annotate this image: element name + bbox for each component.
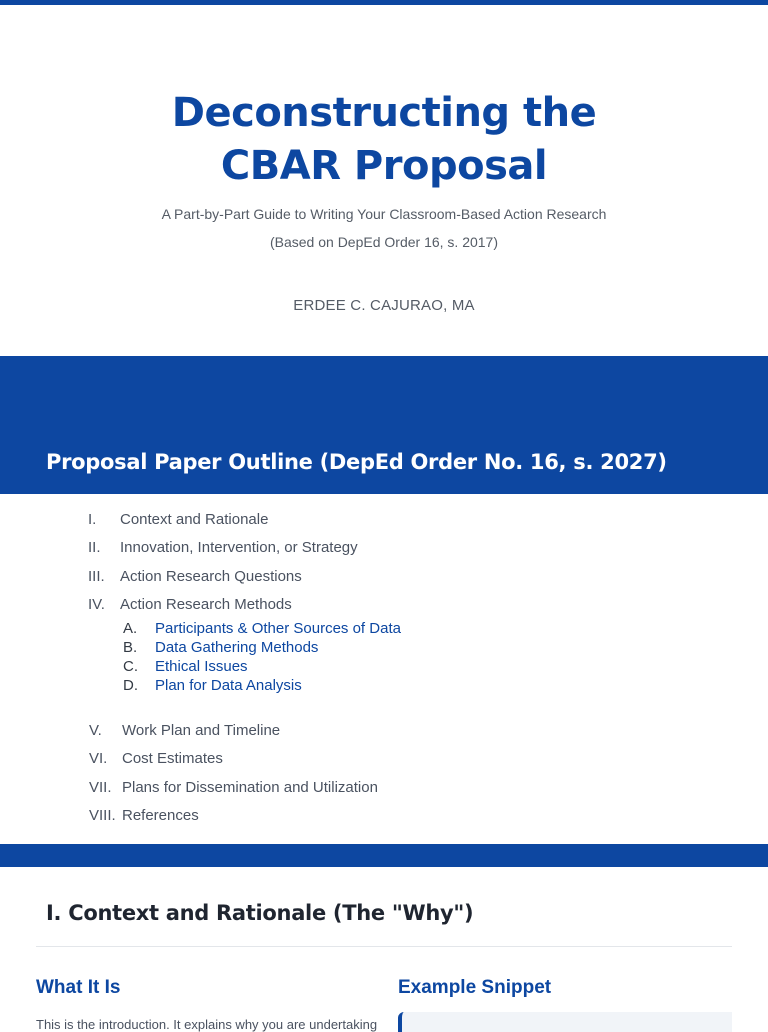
outline-item-label: Plans for Dissemination and Utilization (122, 779, 378, 796)
outline-item-number: V. (89, 722, 102, 739)
outline-item-number: VI. (89, 750, 108, 767)
sub-item-label: Data Gathering Methods (155, 639, 319, 656)
outline-item-number: III. (88, 568, 105, 585)
outline-item-number: I. (88, 511, 97, 528)
outline-item-label: References (122, 807, 199, 824)
outline-item-label: Context and Rationale (120, 511, 269, 528)
sub-item-label: Ethical Issues (155, 658, 248, 675)
example-snippet-heading: Example Snippet (398, 977, 552, 998)
slide-separator-bar (0, 844, 768, 867)
outline-slide (0, 356, 768, 844)
subtitle-line-2: (Based on DepEd Order 16, s. 2017) (269, 234, 499, 250)
outline-item-number: II. (88, 539, 101, 556)
outline-item-label: Action Research Questions (120, 568, 302, 585)
outline-item-label: Action Research Methods (120, 596, 292, 613)
outline-item-label: Innovation, Intervention, or Strategy (120, 539, 358, 556)
sub-item-label: Participants & Other Sources of Data (155, 620, 401, 637)
presentation-subtitle (0, 200, 768, 256)
section-divider (36, 946, 732, 947)
what-it-is-body: This is the introduction. It explains why you are undertaking (36, 1017, 378, 1032)
author-name: ERDEE C. CAJURAO, MA (293, 297, 475, 314)
outline-item-number: VII. (89, 779, 112, 796)
what-it-is-heading: What It Is (36, 977, 121, 998)
title-slide (0, 5, 768, 356)
section-title: I. Context and Rationale (The "Why") (46, 901, 474, 925)
outline-item-label: Work Plan and Timeline (122, 722, 281, 739)
outline-title: Proposal Paper Outline (DepEd Order No. 16, s. 2027) (46, 450, 667, 474)
sub-item-letter: D. (123, 677, 138, 694)
outline-item-number: VIII. (89, 807, 116, 824)
sub-item-letter: A. (123, 620, 138, 637)
sub-item-label: Plan for Data Analysis (155, 677, 302, 694)
sub-item-letter: B. (123, 639, 138, 656)
context-rationale-slide (0, 867, 768, 1032)
outline-item-number: IV. (88, 596, 105, 613)
presentation-title (0, 87, 768, 193)
example-snippet-box (398, 1012, 732, 1032)
outline-item-label: Cost Estimates (122, 750, 223, 767)
title-line-1: Deconstructing the (171, 90, 597, 136)
outline-header-band (0, 356, 768, 494)
subtitle-line-1: A Part-by-Part Guide to Writing Your Classroom-Based Action Research (161, 206, 607, 222)
sub-item-letter: C. (123, 658, 138, 675)
title-line-2: CBAR Proposal (220, 143, 548, 189)
